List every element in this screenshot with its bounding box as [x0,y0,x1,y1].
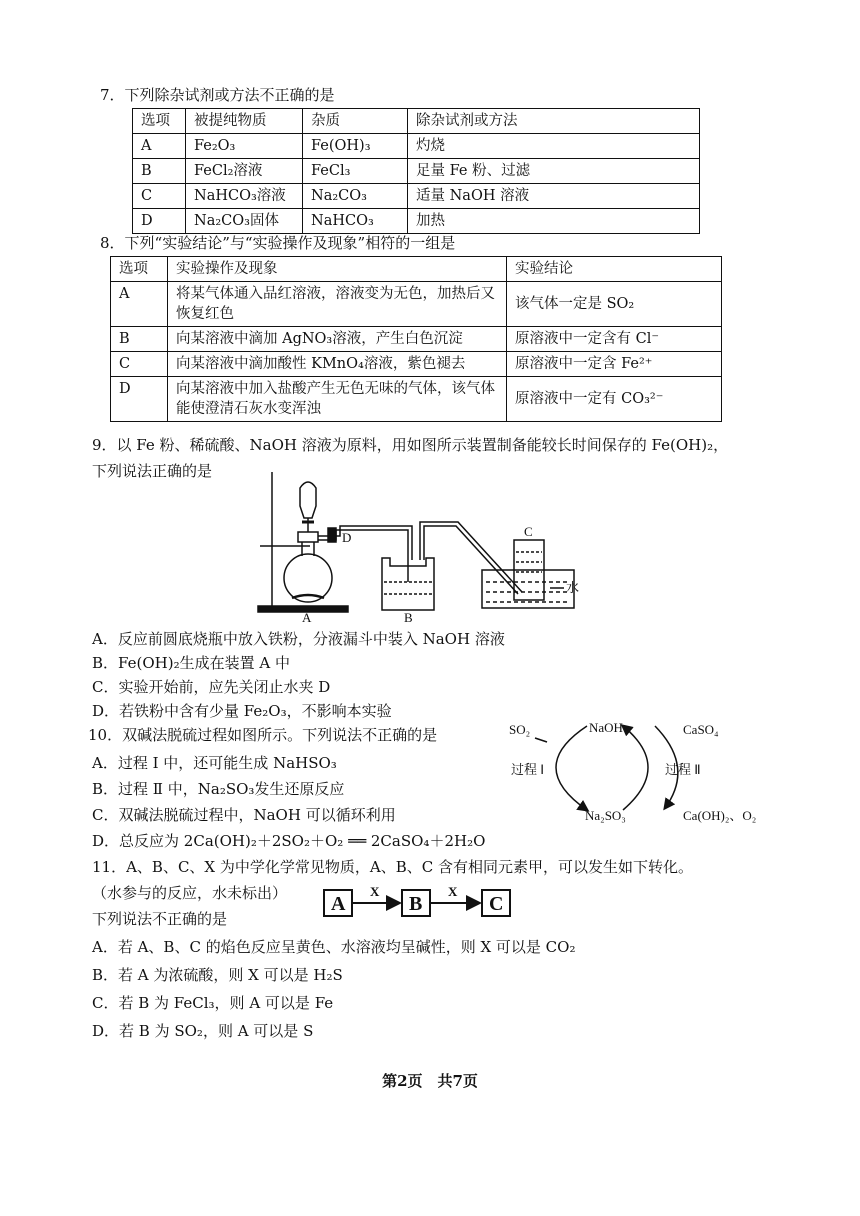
q7-header-substance: 被提纯物质 [186,109,303,134]
q8-stem: 8．下列“实验结论”与“实验操作及现象”相符的一组是 [100,234,456,252]
q9-apparatus-diagram [250,470,590,625]
q10-option-a: A．过程 Ⅰ 中，还可能生成 NaHSO₃ [92,754,337,772]
q11-option-c: C．若 B 为 FeCl₃，则 A 可以是 Fe [92,994,334,1012]
separatory-funnel [300,482,316,518]
q9-option-d: D．若铁粉中含有少量 Fe₂O₃，不影响本实验 [92,702,392,720]
table-cell: 原溶液中一定含 Fe²⁺ [507,352,722,377]
table-cell: Fe₂O₃ [186,134,303,159]
table-row [111,282,722,327]
page-footer: 第2页 共7页 [382,1072,478,1090]
table-row [133,159,700,184]
q11-option-a: A．若 A、B、C 的焰色反应呈黄色、水溶液均呈碱性，则 X 可以是 CO₂ [92,938,576,956]
label-naoh: NaOH [589,720,623,735]
table-row [133,134,700,159]
table-cell: NaHCO₃ [303,209,408,234]
q9-option-c: C．实验开始前，应先关闭止水夹 D [92,678,331,696]
q7-stem: 7．下列除杂试剂或方法不正确的是 [100,86,335,104]
q10-stem: 10．双碱法脱硫过程如图所示。下列说法不正确的是 [88,726,438,744]
q11-stem-line1: 11．A、B、C、X 为中学化学常见物质，A、B、C 含有相同元素甲，可以发生如下转化。 [92,858,693,876]
table-cell: 适量 NaOH 溶液 [408,184,700,209]
label-process-2: 过程 Ⅱ [665,762,701,777]
q11-transform-diagram [318,878,518,922]
table-cell: 原溶液中一定有 CO₃²⁻ [507,377,722,422]
arrow-label-x1: X [370,884,380,899]
label-water: 水 [566,580,580,595]
table-cell: FeCl₃ [303,159,408,184]
table-cell: 向某溶液中滴加酸性 KMnO₄溶液，紫色褪去 [168,352,507,377]
q9-stem-line2: 下列说法正确的是 [92,462,213,480]
q7-header-option: 选项 [133,109,186,134]
table-cell: Na₂CO₃固体 [186,209,303,234]
q11-option-d: D．若 B 为 SO₂，则 A 可以是 S [92,1022,314,1040]
table-cell: 该气体一定是 SO₂ [507,282,722,327]
q10-option-c: C．双碱法脱硫过程中，NaOH 可以循环利用 [92,806,396,824]
table-row [133,209,700,234]
table-cell: 灼烧 [408,134,700,159]
table-cell: Na₂CO₃ [303,184,408,209]
table-cell: 将某气体通入品红溶液，溶液变为无色，加热后又恢复红色 [168,282,507,327]
label-d: D [342,530,352,545]
clamp-d [328,528,336,542]
q8-table [110,256,722,422]
label-caoh2-o2: Ca(OH)₂、O₂ [683,808,757,823]
label-na2so3: Na₂SO₃ [585,808,626,823]
q11-stem-line3: 下列说法不正确的是 [92,910,228,928]
table-cell: 向某溶液中加入盐酸产生无色无味的气体，该气体能使澄清石灰水变浑浊 [168,377,507,422]
table-cell: B [133,159,186,184]
q10-option-d: D．总反应为 2Ca(OH)₂＋2SO₂＋O₂ ══ 2CaSO₄＋2H₂O [92,832,486,850]
q8-header-operation: 实验操作及现象 [168,257,507,282]
table-row [133,184,700,209]
table-cell: 向某溶液中滴加 AgNO₃溶液，产生白色沉淀 [168,327,507,352]
label-a: A [302,610,312,625]
label-process-1: 过程 Ⅰ [511,762,545,777]
table-cell: B [111,327,168,352]
box-b-label: B [409,893,423,915]
arrow-label-x2: X [448,884,458,899]
table-row [133,109,700,134]
label-b: B [404,610,413,625]
cycle-arrow-mid [623,726,648,810]
q9-stem-line1: 9．以 Fe 粉、稀硫酸、NaOH 溶液为原料，用如图所示装置制备能较长时间保存的 Fe(OH)₂， [92,436,729,454]
q8-header-conclusion: 实验结论 [507,257,722,282]
cycle-arrow-left [556,726,587,810]
label-so2: SO₂ [509,722,531,737]
table-cell: C [133,184,186,209]
table-cell: D [111,377,168,422]
table-row [111,352,722,377]
q11-option-b: B．若 A 为浓硫酸，则 X 可以是 H₂S [92,966,343,984]
table-row [111,257,722,282]
q10-option-b: B．过程 Ⅱ 中，Na₂SO₃发生还原反应 [92,780,345,798]
q11-stem-line2: （水参与的反应，水未标出） [92,884,288,902]
table-cell: NaHCO₃溶液 [186,184,303,209]
table-cell: A [133,134,186,159]
label-caso4: CaSO₄ [683,722,719,737]
table-row [111,327,722,352]
table-cell: 加热 [408,209,700,234]
table-cell: A [111,282,168,327]
table-cell: FeCl₂溶液 [186,159,303,184]
table-cell: Fe(OH)₃ [303,134,408,159]
q9-option-b: B．Fe(OH)₂生成在装置 A 中 [92,654,290,672]
q9-option-a: A．反应前圆底烧瓶中放入铁粉，分液漏斗中装入 NaOH 溶液 [92,630,505,648]
table-row [111,377,722,422]
bottle-b [382,558,434,610]
box-c-label: C [489,893,504,915]
table-cell: D [133,209,186,234]
label-c: C [524,524,533,539]
q7-header-impurity: 杂质 [303,109,408,134]
table-cell: 原溶液中一定含有 Cl⁻ [507,327,722,352]
table-cell: 足量 Fe 粉、过滤 [408,159,700,184]
q10-cycle-diagram [505,712,775,830]
box-a-label: A [331,893,346,915]
q7-header-method: 除杂试剂或方法 [408,109,700,134]
table-cell: C [111,352,168,377]
q7-table [132,108,700,234]
flask-stopper [298,532,318,542]
q8-header-option: 选项 [111,257,168,282]
